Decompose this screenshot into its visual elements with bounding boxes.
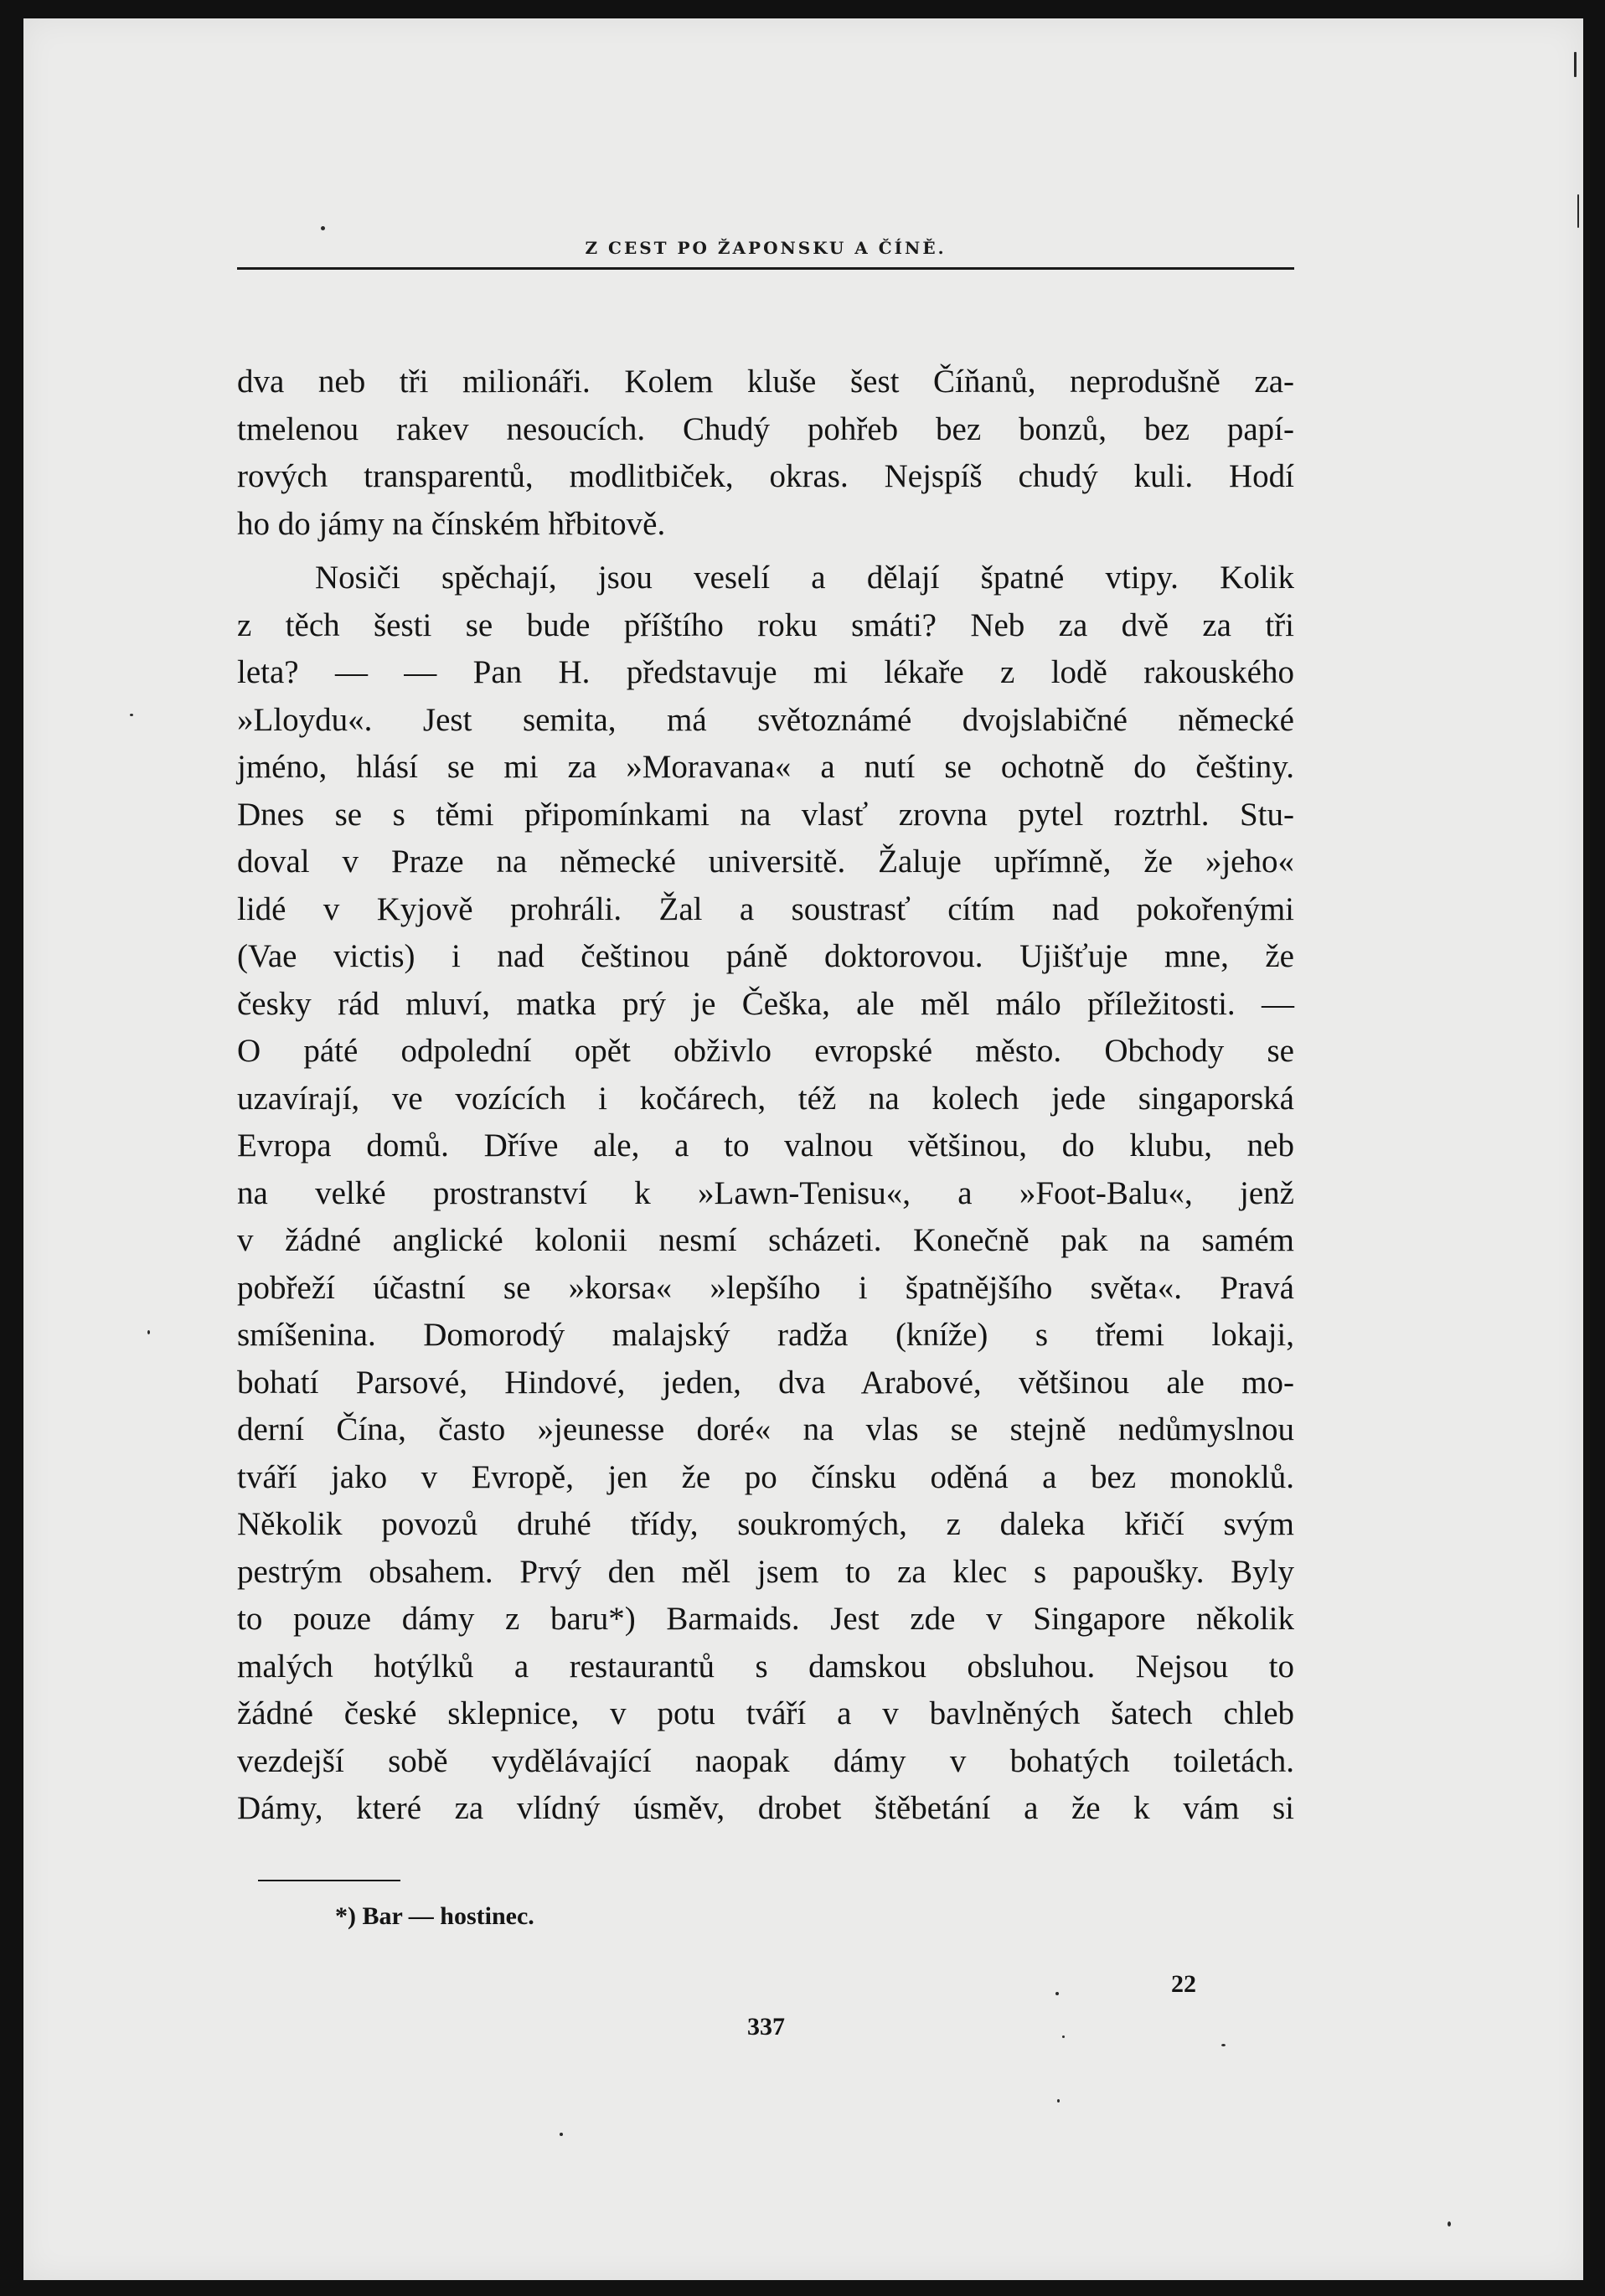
text-line: pestrým obsahem. Prvý den měl jsem to za klec s papoušky. Byly <box>237 1553 1294 1590</box>
text-line: leta? — — Pan H. představuje mi lékaře z lodě rakouského <box>237 654 1294 690</box>
text-line: česky rád mluví, matka prý je Češka, ale měl málo příležitosti. — <box>237 985 1294 1022</box>
text-line: Nosiči spěchají, jsou veselí a dělají špatné vtipy. Kolik <box>315 560 1294 596</box>
text-line: na velké prostranství k »Lawn-Tenisu«, a »Foot-Balu«, jenž <box>237 1174 1294 1211</box>
running-header: Z CEST PO ŽAPONSKU A ČÍNĚ. <box>585 238 947 258</box>
text-line: »Lloydu«. Jest semita, má světoznámé dvojslabičné německé <box>237 701 1294 738</box>
scan-speck <box>1574 52 1577 77</box>
footnote: *) Bar — hostinec. <box>335 1902 534 1930</box>
text-line: malých hotýlků a restaurantů s damskou obsluhou. Nejsou to <box>237 1648 1294 1685</box>
text-line: vezdejší sobě vydělávající naopak dámy v bohatých toiletách. <box>237 1742 1294 1779</box>
text-line: Evropa domů. Dříve ale, a to valnou většinou, do klubu, neb <box>237 1127 1294 1163</box>
header-rule <box>237 267 1294 270</box>
text-line: doval v Praze na německé universitě. Žaluje upřímně, že »jeho« <box>237 844 1294 880</box>
text-line: lidé v Kyjově prohráli. Žal a soustrasť cítím nad pokořenými <box>237 890 1294 927</box>
text-line: žádné české sklepnice, v potu tváří a v bavlněných šatech chleb <box>237 1695 1294 1731</box>
scan-speck <box>1577 194 1579 228</box>
text-line: uzavírají, ve vozících i kočárech, též na kolech jede singaporská <box>237 1080 1294 1117</box>
scan-speck <box>560 2133 563 2136</box>
text-line: Několik povozů druhé třídy, soukromých, z daleka křičí svým <box>237 1506 1294 1542</box>
page-number: 337 <box>747 2013 785 2041</box>
text-line: derní Čína, často »jeunesse doré« na vlas se stejně nedůmyslnou <box>237 1411 1294 1447</box>
text-line: rových transparentů, modlitbiček, okras. Nejspíš chudý kuli. Hodí <box>237 458 1294 494</box>
body-text <box>237 359 1294 1833</box>
text-line: tmelenou rakev nesoucích. Chudý pohřeb bez bonzů, bez papí- <box>237 410 1294 447</box>
footnote-rule <box>258 1880 400 1881</box>
text-line: Dámy, které za vlídný úsměv, drobet štěbetání a že k vám si <box>237 1790 1294 1826</box>
text-line: tváří jako v Evropě, jen že po čínsku oděná a bez monoklů. <box>237 1458 1294 1495</box>
text-line: z těch šesti se bude příštího roku smáti? Neb za dvě za tři <box>237 606 1294 643</box>
scan-speck <box>130 714 133 716</box>
scanned-page <box>23 18 1583 2280</box>
text-line: dva neb tři milionáři. Kolem kluše šest Číňanů, neprodušně za- <box>237 364 1294 400</box>
text-line: Dnes se s těmi připomínkami na vlasť zrovna pytel roztrhl. Stu- <box>237 796 1294 833</box>
text-line: ho do jámy na čínském hřbitově. <box>237 505 666 542</box>
scan-speck <box>1448 2221 1451 2226</box>
signature-mark: 22 <box>1171 1970 1196 1998</box>
scan-speck <box>1221 2044 1226 2046</box>
scan-speck <box>1057 2099 1060 2103</box>
scan-speck <box>1062 2035 1065 2038</box>
text-line: O páté odpolední opět obživlo evropské město. Obchody se <box>237 1033 1294 1069</box>
scan-speck <box>1055 1992 1059 1995</box>
text-line: pobřeží účastní se »korsa« »lepšího i špatnějšího světa«. Pravá <box>237 1269 1294 1306</box>
text-line: smíšenina. Domorodý malajský radža (kníže) s třemi lokaji, <box>237 1317 1294 1353</box>
text-line: to pouze dámy z baru*) Barmaids. Jest zde v Singapore několik <box>237 1601 1294 1637</box>
scan-speck <box>147 1330 150 1334</box>
text-line: bohatí Parsové, Hindové, jeden, dva Arabové, většinou ale mo- <box>237 1364 1294 1401</box>
text-line: v žádné anglické kolonii nesmí scházeti. Konečně pak na samém <box>237 1222 1294 1258</box>
text-line: (Vae victis) i nad češtinou páně doktorovou. Ujišťuje mne, že <box>237 938 1294 974</box>
text-line: jméno, hlásí se mi za »Moravana« a nutí se ochotně do češtiny. <box>237 749 1294 785</box>
scan-speck <box>321 226 325 230</box>
